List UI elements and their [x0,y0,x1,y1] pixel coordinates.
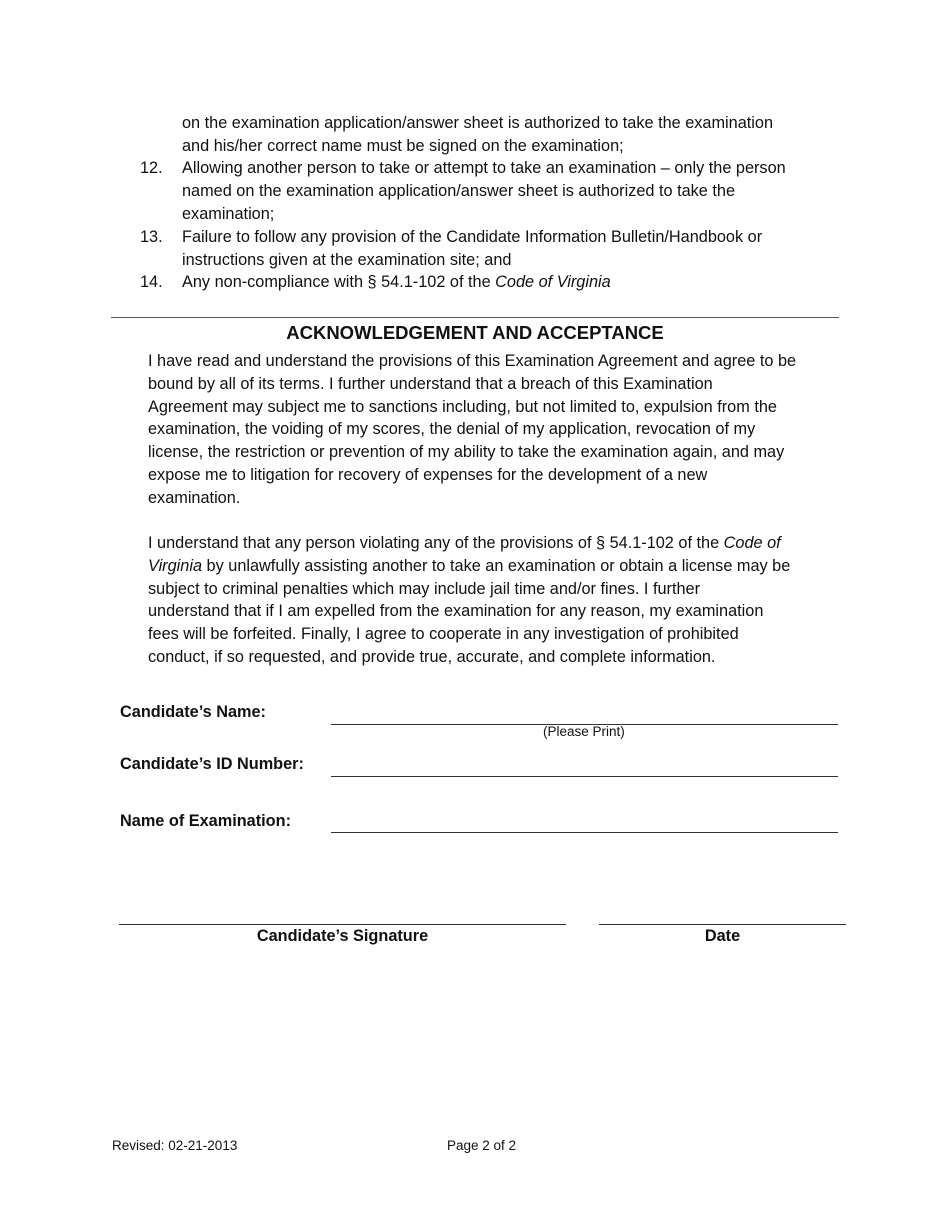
please-print-note: (Please Print) [543,724,625,739]
list-number: 13. [140,228,163,246]
section-divider [111,317,839,318]
list-item: Allowing another person to take or attempt to take an examination – only the person named on the examination application/answer sheet is authorized to take the examination; [182,159,786,223]
revised-date: Revised: 02-21-2013 [112,1138,238,1153]
acknowledgement-paragraph: I have read and understand the provisions of this Examination Agreement and agree to be bound by all of its terms. I further understand that a breach of this Examination Agreement may subject me to sanctions including, but not limited to, expulsion from the examination, the voiding of my scores, the denial of my application, revocation of my license, the restriction or prevention of my ability to take the examination again, and may expose me to litigation for recovery of expenses for the development of a new examination. [148,352,797,507]
candidate-name-label: Candidate’s Name: [120,703,266,721]
section-heading: ACKNOWLEDGEMENT AND ACCEPTANCE [286,322,664,343]
signature-field[interactable] [119,924,566,925]
candidate-id-label: Candidate’s ID Number: [120,755,304,773]
penalties-paragraph: I understand that any person violating any of the provisions of § 54.1-102 of the Code of Virginia by unlawfully assisting another to take an examination or obtain a license may be subject to criminal penalties which may include jail time and/or fines. I further understand that if I am expelled from the examination for any reason, my examination fees will be forfeited. Finally, I agree to cooperate in any investigation of prohibited conduct, if so requested, and provide true, accurate, and complete information. [148,534,791,666]
date-label: Date [704,927,741,945]
list-item: Any non-compliance with § 54.1-102 of the Code of Virginia [182,273,611,291]
list-number: 14. [140,273,163,291]
list-item: Failure to follow any provision of the Candidate Information Bulletin/Handbook or instructions given at the examination site; and [182,228,763,269]
signature-label: Candidate’s Signature [256,927,429,945]
candidate-id-field[interactable] [331,776,838,777]
exam-name-field[interactable] [331,832,838,833]
list-item-continuation: on the examination application/answer sheet is authorized to take the examination and his/her correct name must be signed on the examination; [182,114,774,155]
date-field[interactable] [599,924,846,925]
page-number: Page 2 of 2 [447,1138,517,1153]
exam-name-label: Name of Examination: [120,812,291,830]
list-number: 12. [140,159,163,177]
